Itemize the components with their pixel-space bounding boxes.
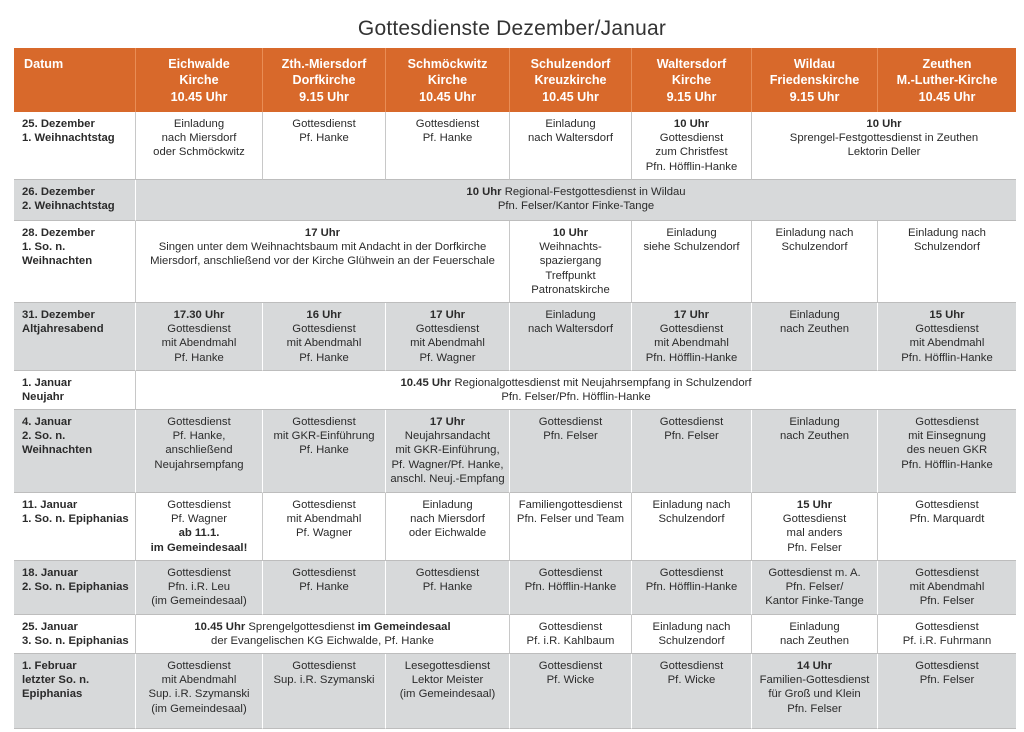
- table-row: [14, 654, 1016, 729]
- table-cell: Gottesdienst Pfn. Felser: [632, 410, 752, 493]
- table-cell: Gottesdienst Pf. i.R. Kahlbaum: [510, 615, 632, 654]
- table-row: [14, 180, 1016, 221]
- table-cell: 17 Uhr Gottesdienst mit Abendmahl Pfn. Höfflin-Hanke: [632, 303, 752, 371]
- header-schmoeckwitz: Schmöckwitz Kirche 10.45 Uhr: [386, 48, 510, 112]
- table-cell: Einladung nach Schulzendorf: [752, 221, 878, 303]
- row-date: 28. Dezember 1. So. n. Weihnachten: [14, 221, 136, 303]
- table-cell: 16 Uhr Gottesdienst mit Abendmahl Pf. Hanke: [263, 303, 386, 371]
- header-waltersdorf: Waltersdorf Kirche 9.15 Uhr: [632, 48, 752, 112]
- table-row: [14, 561, 1016, 615]
- table-cell: Einladung siehe Schulzendorf: [632, 221, 752, 303]
- table-cell: Familiengottesdienst Pfn. Felser und Team: [510, 493, 632, 561]
- table-cell: Gottesdienst mit GKR-Einführung Pf. Hanke: [263, 410, 386, 493]
- table-cell: Gottesdienst mit Abendmahl Pf. Wagner: [263, 493, 386, 561]
- table-cell-merged: 10 Uhr Sprengel-Festgottesdienst in Zeuthen Lektorin Deller: [752, 112, 1016, 180]
- table-cell-merged: 10 Uhr Regional-Festgottesdienst in Wildau Pfn. Felser/Kantor Finke-Tange: [136, 180, 1016, 221]
- table-cell: 15 Uhr Gottesdienst mal anders Pfn. Felser: [752, 493, 878, 561]
- table-cell: Einladung nach Waltersdorf: [510, 303, 632, 371]
- table-cell: Gottesdienst Pf. Hanke, anschließend Neujahrsempfang: [136, 410, 263, 493]
- table-cell: Gottesdienst Pf. i.R. Fuhrmann: [878, 615, 1016, 654]
- table-cell: Gottesdienst Pf. Hanke: [386, 112, 510, 180]
- row-date: 18. Januar 2. So. n. Epiphanias: [14, 561, 136, 615]
- table-cell: 14 Uhr Familien-Gottesdienst für Groß und Klein Pfn. Felser: [752, 654, 878, 729]
- table-cell: 10 Uhr Weihnachts- spaziergang Treffpunkt Patronatskirche: [510, 221, 632, 303]
- header-wildau: Wildau Friedenskirche 9.15 Uhr: [752, 48, 878, 112]
- table-cell: Gottesdienst Pf. Wagner ab 11.1. im Gemeindesaal!: [136, 493, 263, 561]
- table-cell: Einladung nach Schulzendorf: [878, 221, 1016, 303]
- table-cell: Gottesdienst Sup. i.R. Szymanski: [263, 654, 386, 729]
- table-row: [14, 615, 1016, 654]
- table-cell: Gottesdienst mit Abendmahl Pfn. Felser: [878, 561, 1016, 615]
- table-row: [14, 371, 1016, 410]
- table-cell: Einladung nach Miersdorf oder Eichwalde: [386, 493, 510, 561]
- table-cell: Einladung nach Zeuthen: [752, 410, 878, 493]
- table-cell: Gottesdienst Pfn. i.R. Leu (im Gemeindesaal): [136, 561, 263, 615]
- table-cell: Gottesdienst Pfn. Höfflin-Hanke: [632, 561, 752, 615]
- table-cell: 17.30 Uhr Gottesdienst mit Abendmahl Pf. Hanke: [136, 303, 263, 371]
- table-cell: Gottesdienst Pf. Hanke: [263, 561, 386, 615]
- table-cell: 17 Uhr Gottesdienst mit Abendmahl Pf. Wagner: [386, 303, 510, 371]
- table-cell: Einladung nach Schulzendorf: [632, 615, 752, 654]
- table-cell: Gottesdienst Pf. Hanke: [263, 112, 386, 180]
- table-cell: Einladung nach Zeuthen: [752, 303, 878, 371]
- table-cell: 17 Uhr Neujahrsandacht mit GKR-Einführung, Pf. Wagner/Pf. Hanke, anschl. Neuj.-Empfang: [386, 410, 510, 493]
- row-date: 1. Januar Neujahr: [14, 371, 136, 410]
- table-cell: Gottesdienst mit Abendmahl Sup. i.R. Szymanski (im Gemeindesaal): [136, 654, 263, 729]
- header-schulzendorf: Schulzendorf Kreuzkirche 10.45 Uhr: [510, 48, 632, 112]
- table-cell-merged: 10.45 Uhr Regionalgottesdienst mit Neujahrsempfang in Schulzendorf Pfn. Felser/Pfn. Höfflin-Hanke: [136, 371, 1016, 410]
- table-cell: Einladung nach Miersdorf oder Schmöckwitz: [136, 112, 263, 180]
- row-date: 25. Januar 3. So. n. Epiphanias: [14, 615, 136, 654]
- table-cell: Einladung nach Waltersdorf: [510, 112, 632, 180]
- table-cell: 10 Uhr Gottesdienst zum Christfest Pfn. Höfflin-Hanke: [632, 112, 752, 180]
- table-cell: Gottesdienst mit Einsegnung des neuen GKR Pfn. Höfflin-Hanke: [878, 410, 1016, 493]
- table-cell: Gottesdienst Pfn. Felser: [878, 654, 1016, 729]
- row-date: 25. Dezember 1. Weihnachtstag: [14, 112, 136, 180]
- table-cell: Lesegottesdienst Lektor Meister (im Gemeindesaal): [386, 654, 510, 729]
- table-cell: 15 Uhr Gottesdienst mit Abendmahl Pfn. Höfflin-Hanke: [878, 303, 1016, 371]
- header-zeuthen: Zeuthen M.-Luther-Kirche 10.45 Uhr: [878, 48, 1016, 112]
- row-date: 11. Januar 1. So. n. Epiphanias: [14, 493, 136, 561]
- table-cell: Gottesdienst Pfn. Felser: [510, 410, 632, 493]
- row-date: 1. Februar letzter So. n. Epiphanias: [14, 654, 136, 729]
- page-title: Gottesdienste Dezember/Januar: [357, 17, 667, 40]
- table-cell: Gottesdienst Pfn. Höfflin-Hanke: [510, 561, 632, 615]
- table-cell-merged: 17 Uhr Singen unter dem Weihnachtsbaum mit Andacht in der Dorfkirche Miersdorf, anschließend vor der Kirche Glühwein an der Feuerschale: [136, 221, 510, 303]
- table-cell: Einladung nach Zeuthen: [752, 615, 878, 654]
- row-date: 31. Dezember Altjahresabend: [14, 303, 136, 371]
- table-cell: Gottesdienst Pf. Hanke: [386, 561, 510, 615]
- table-cell: Gottesdienst Pfn. Marquardt: [878, 493, 1016, 561]
- table-cell: Gottesdienst Pf. Wicke: [510, 654, 632, 729]
- header-datum: Datum: [14, 48, 136, 112]
- header-row: [14, 48, 1016, 112]
- table-cell: Gottesdienst Pf. Wicke: [632, 654, 752, 729]
- schedule-table: [14, 48, 1016, 729]
- header-eichwalde: Eichwalde Kirche 10.45 Uhr: [136, 48, 263, 112]
- table-row: [14, 303, 1016, 371]
- table-cell: Gottesdienst m. A. Pfn. Felser/ Kantor Finke-Tange: [752, 561, 878, 615]
- row-date: 26. Dezember 2. Weihnachtstag: [14, 180, 136, 221]
- table-row: [14, 493, 1016, 561]
- table-cell-merged: 10.45 Uhr Sprengelgottesdienst im Gemeindesaal der Evangelischen KG Eichwalde, Pf. Hanke: [136, 615, 510, 654]
- table-row: [14, 221, 1016, 303]
- table-row: [14, 112, 1016, 180]
- row-date: 4. Januar 2. So. n. Weihnachten: [14, 410, 136, 493]
- header-miersdorf: Zth.-Miersdorf Dorfkirche 9.15 Uhr: [263, 48, 386, 112]
- table-cell: Einladung nach Schulzendorf: [632, 493, 752, 561]
- table-row: [14, 410, 1016, 493]
